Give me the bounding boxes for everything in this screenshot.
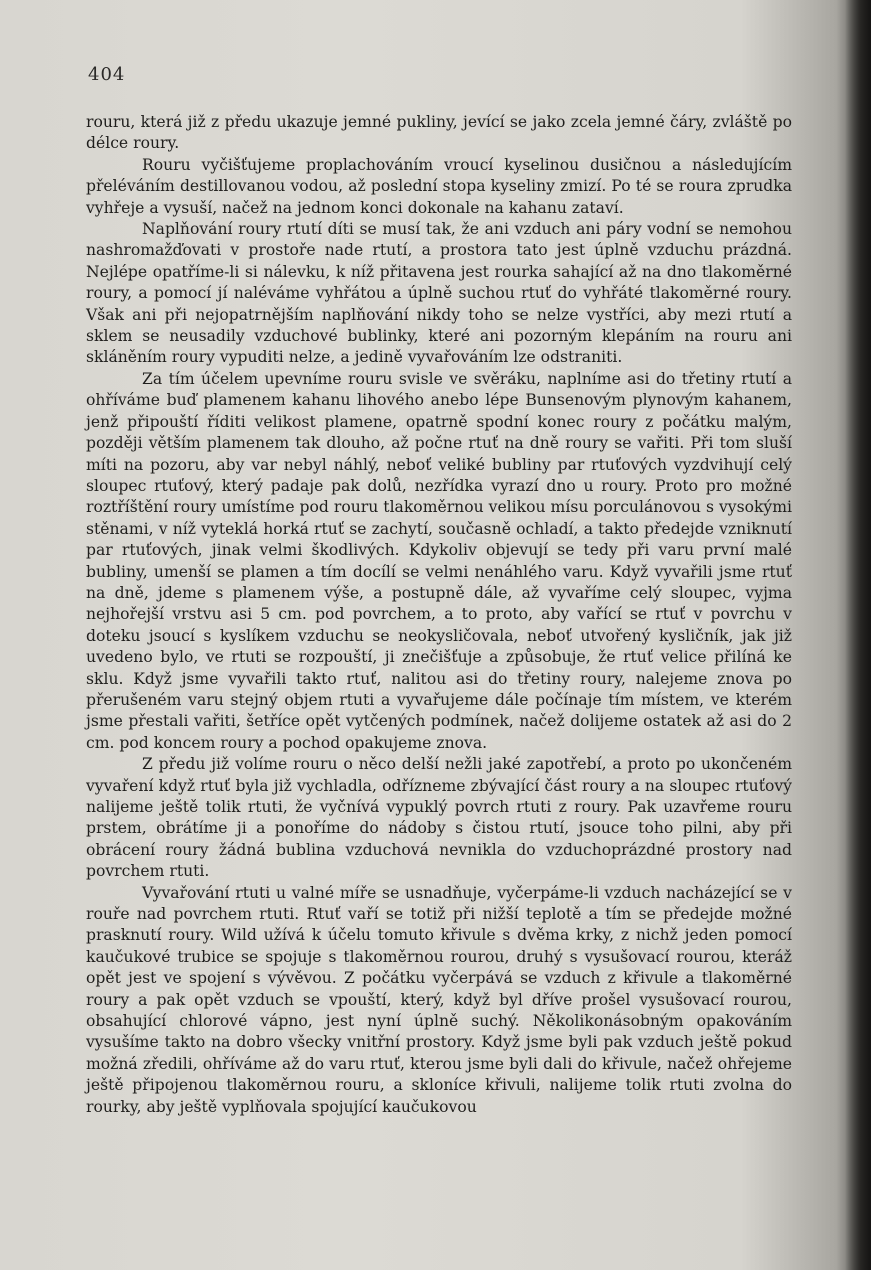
paragraph-6: Vyvařování rtuti u valné míře se usnadňuje, vyčerpáme-li vzduch nacházející se v rouře nad povrchem rtuti. Rtuť vaří se totiž při nižší teplotě a tím se předejde možné prasknutí roury. Wild užívá k účelu tomuto křivule s dvěma krky, z nichž jeden pomocí kaučukové trubice se spojuje s tlakoměrnou rourou, druhý s vysušovací rourou, kteráž opět jest ve spojení s vývěvou. Z počátku vyčerpává se vzduch z křivule a tlakoměrné roury a pak opět vzduch se vpouští, který, když byl dříve prošel vysušovací rourou, obsahující chlorové vápno, jest nyní úplně suchý. Několikonásobným opakováním vysušíme takto na dobro všecky vnitřní prostory. Když jsme byli pak vzduch ještě pokud možná zředili, ohříváme až do varu rtuť, kterou jsme byli dali do křivule, načež ohřejeme ještě připojenou tlakoměrnou rouru, a skloníce křivuli, nalijeme tolik rtuti zvolna do rourky, aby ještě vyplňovala spojující kaučukovou <box>86 883 792 1116</box>
page-number: 404 <box>88 64 126 85</box>
paragraph-2: Rouru vyčišťujeme proplachováním vroucí kyselinou dusičnou a následujícím přeléváním destillovanou vodou, až poslední stopa kyseliny zmizí. Po té se roura zprudka vyhřeje a vysuší, načež na jednom konci dokonale na kahanu zataví. <box>86 155 792 217</box>
body-text <box>86 112 792 1118</box>
page-edge-shadow <box>845 0 871 1270</box>
paragraph-1: rouru, která již z předu ukazuje jemné pukliny, jevící se jako zcela jemné čáry, zvláště po délce roury. <box>86 113 792 153</box>
paragraph-5: Z předu již volíme rouru o něco delší nežli jaké zapotřebí, a proto po ukončeném vyvaření když rtuť byla již vychladla, odřízneme zbývající část roury a na sloupec rtuťový nalijeme ještě tolik rtuti, že vyčnívá vypuklý povrch rtuti z roury. Pak uzavřeme rouru prstem, obrátíme ji a ponoříme do nádoby s čistou rtutí, jsouce toho pilni, aby při obrácení roury žádná bublina vzduchová nevnikla do vzduchoprázdné prostory nad povrchem rtuti. <box>86 755 792 881</box>
paragraph-3: Naplňování roury rtutí díti se musí tak, že ani vzduch ani páry vodní se nemohou nashromažďovati v prostoře nade rtutí, a prostora tato jest úplně vzduchu prázdná. Nejlépe opatříme-li si nálevku, k níž přitavena jest rourka sahající až na dno tlakoměrné roury, a pomocí jí naléváme vyhřátou a úplně suchou rtuť do vyhřáté tlakoměrné roury. Však ani při nejopatrnějším naplňování nikdy toho se nelze vystříci, aby mezi rtutí a sklem se neusadily vzduchové bublinky, které ani pozorným klepáním na rouru ani skláněním roury vypuditi nelze, a jedině vyvařováním lze odstraniti. <box>86 220 792 367</box>
paragraph-4: Za tím účelem upevníme rouru svisle ve svěráku, naplníme asi do třetiny rtutí a ohříváme buď plamenem kahanu lihového anebo lépe Bunsenovým plynovým kahanem, jenž připouští říditi velikost plamene, opatrně spodní konec roury z počátku malým, později větším plamenem tak dlouho, až počne rtuť na dně roury se vařiti. Při tom sluší míti na pozoru, aby var nebyl náhlý, neboť veliké bubliny par rtuťových vyzdvihují celý sloupec rtuťový, který padaje pak dolů, nezřídka vyrazí dno u roury. Proto pro možné roztříštění roury umístíme pod rouru tlakoměrnou velikou mísu porculánovou s vysokými stěnami, v níž vyteklá horká rtuť se zachytí, současně ochladí, a takto předejde vzniknutí par rtuťových, jinak velmi škodlivých. Kdykoliv objevují se tedy při varu první malé bubliny, umenší se plamen a tím docílí se velmi nenáhlého varu. Když vyvařili jsme rtuť na dně, jdeme s plamenem výše, a postupně dále, až vyvaříme celý sloupec, vyjma nejhořejší vrstvu asi 5 cm. pod povrchem, a to proto, aby vařící se rtuť v povrchu v doteku jsoucí s kyslíkem vzduchu se neokysličovala, neboť utvořený kysličník, jak již uvedeno bylo, ve rtuti se rozpouští, ji znečišťuje a způsobuje, že rtuť velice přilíná ke sklu. Když jsme vyvařili takto rtuť, nalitou asi do třetiny roury, nalejeme znova po přerušeném varu stejný objem rtuti a vyvařujeme dále počínaje tím místem, ve kterém jsme přestali vařiti, šetříce opět vytčených podmínek, načež dolijeme ostatek až asi do 2 cm. pod koncem roury a pochod opakujeme znova. <box>86 369 792 752</box>
